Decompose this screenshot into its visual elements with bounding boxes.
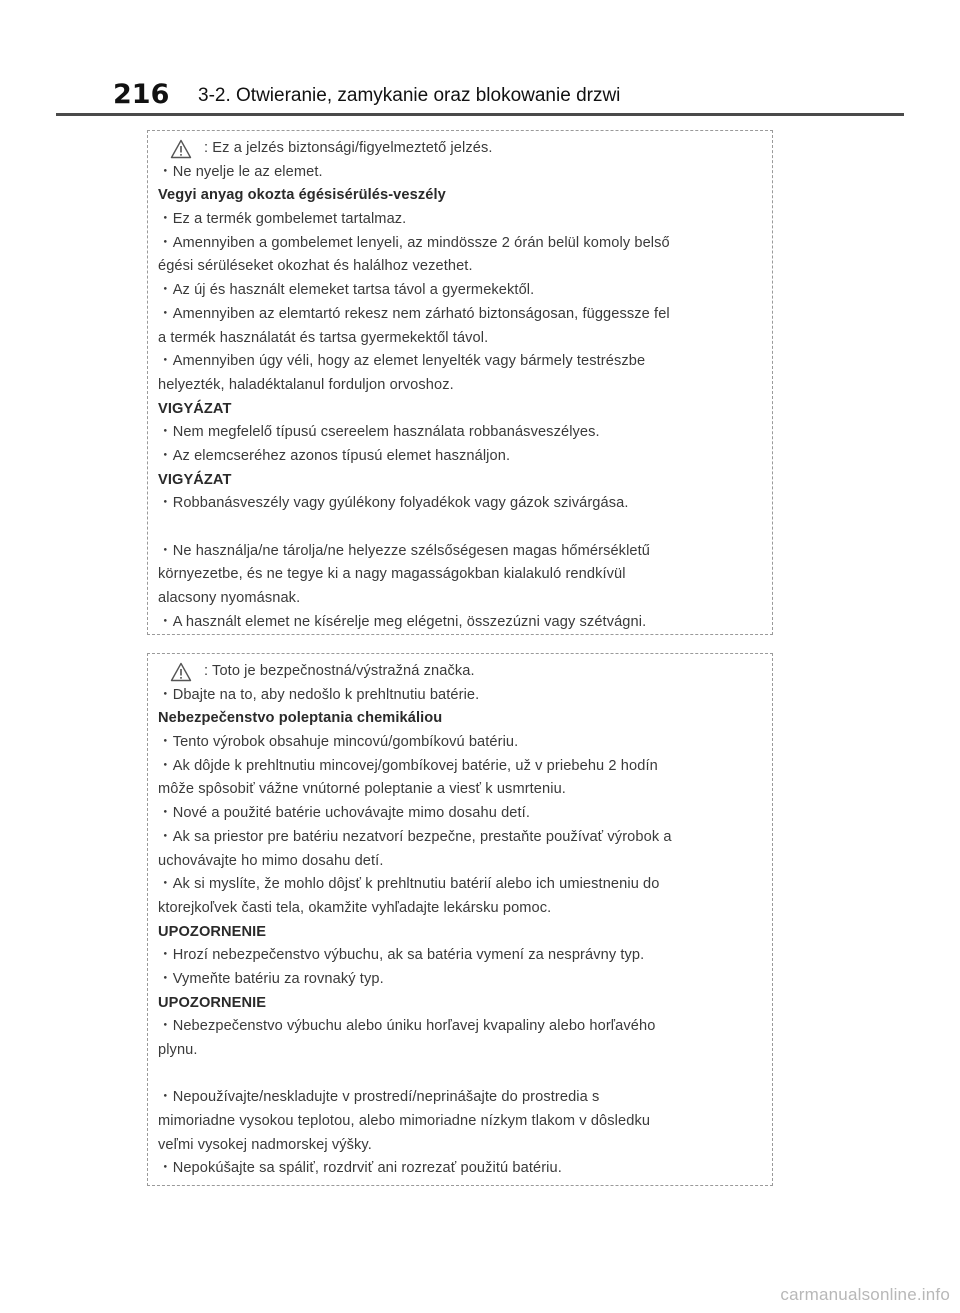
text-line: mimoriadne vysokou teplotou, alebo mimoriadne nízkym tlakom v dôsledku (158, 1113, 651, 1130)
text-line: ・Robbanásveszély vagy gyúlékony folyadékok vagy gázok szivárgása. (158, 495, 629, 512)
caution-legend (158, 660, 762, 684)
text-line: môže spôsobiť vážne vnútorné poleptanie a viesť k usmrteniu. (158, 781, 566, 798)
text-line: ・Amennyiben a gombelemet lenyeli, az mindössze 2 órán belül komoly belső (158, 234, 670, 251)
warning-box-slovak (147, 653, 773, 1186)
page-number: 216 (113, 79, 170, 110)
caution-legend-text: : Ez a jelzés biztonsági/figyelmeztető jelzés. (204, 140, 493, 156)
text-line: ・Nepokúšajte sa spáliť, rozdrviť ani rozrezať použitú batériu. (158, 1160, 562, 1177)
text-line: égési sérüléseket okozhat és halálhoz vezethet. (158, 258, 473, 275)
section-title: 3-2. Otwieranie, zamykanie oraz blokowanie drzwi (198, 85, 621, 106)
warning-heading: VIGYÁZAT (158, 471, 232, 488)
text-line: ・Ne használja/ne tárolja/ne helyezze szélsőségesen magas hőmérsékletű (158, 542, 651, 559)
watermark: carmanualsonline.info (780, 1285, 950, 1304)
text-line: helyezték, haladéktalanul forduljon orvoshoz. (158, 376, 454, 393)
header-divider (56, 113, 904, 116)
text-line: veľmi vysokej nadmorskej výšky. (158, 1136, 372, 1153)
text-line: ・Ak si myslíte, že mohlo dôjsť k prehltnutiu batérií alebo ich umiestneniu do (158, 876, 660, 893)
text-line: plynu. (158, 1042, 198, 1058)
warning-text-lines (158, 684, 762, 1181)
text-line: környezetbe, és ne tegye ki a nagy magasságokban kialakuló rendkívül (158, 566, 626, 583)
warning-box-hungarian (147, 130, 773, 635)
text-line: ・Ne nyelje le az elemet. (158, 163, 323, 180)
text-line: ・Az elemcseréhez azonos típusú elemet használjon. (158, 447, 511, 464)
text-line: ・Nepoužívajte/neskladujte v prostredí/neprinášajte do prostredia s (158, 1089, 600, 1106)
text-line: ・Nem megfelelő típusú csereelem használata robbanásveszélyes. (158, 424, 600, 441)
text-line: ・A használt elemet ne kísérelje meg elégetni, összezúzni vagy szétvágni. (158, 613, 647, 630)
text-line: ・Hrozí nebezpečenstvo výbuchu, ak sa batéria vymení za nesprávny typ. (158, 947, 645, 964)
warning-heading: VIGYÁZAT (158, 400, 232, 417)
text-line: ・Nebezpečenstvo výbuchu alebo úniku horľavej kvapaliny alebo horľavého (158, 1018, 656, 1035)
text-line: a termék használatát és tartsa gyermekektől távol. (158, 329, 489, 346)
text-line: ・Tento výrobok obsahuje mincovú/gombíkovú batériu. (158, 734, 519, 751)
blank-line (158, 1063, 762, 1087)
text-line: alacsony nyomásnak. (158, 590, 301, 607)
text-line: ・Amennyiben úgy véli, hogy az elemet lenyelték vagy bármely testrészbe (158, 353, 646, 370)
page-header (0, 0, 960, 118)
text-line: ・Amennyiben az elemtartó rekesz nem zárható biztonságosan, függessze fel (158, 305, 670, 322)
text-line: ・Az új és használt elemeket tartsa távol a gyermekektől. (158, 282, 535, 299)
warning-heading: Vegyi anyag okozta égésisérülés-veszély (158, 187, 446, 204)
warning-triangle-icon (170, 662, 192, 682)
blank-line (158, 516, 762, 540)
text-line: ・Ak dôjde k prehltnutiu mincovej/gombíkovej batérie, už v priebehu 2 hodín (158, 757, 658, 774)
text-line: ・Vymeňte batériu za rovnaký typ. (158, 970, 384, 987)
caution-legend-text: : Toto je bezpečnostná/výstražná značka. (204, 663, 475, 679)
text-line: ・Dbajte na to, aby nedošlo k prehltnutiu batérie. (158, 686, 480, 703)
text-line: ・Ez a termék gombelemet tartalmaz. (158, 211, 407, 228)
warning-heading: UPOZORNENIE (158, 994, 267, 1011)
text-line: ・Ak sa priestor pre batériu nezatvorí bezpečne, prestaňte používať výrobok a (158, 828, 672, 845)
caution-legend (158, 137, 762, 161)
warning-heading: UPOZORNENIE (158, 923, 267, 940)
text-line: uchovávajte ho mimo dosahu detí. (158, 852, 384, 869)
warning-text-lines (158, 161, 762, 635)
warning-triangle-icon (170, 139, 192, 159)
text-line: ・Nové a použité batérie uchovávajte mimo dosahu detí. (158, 805, 530, 822)
text-line: ktorejkoľvek časti tela, okamžite vyhľadajte lekársku pomoc. (158, 899, 552, 916)
warning-heading: Nebezpečenstvo poleptania chemikáliou (158, 710, 443, 727)
